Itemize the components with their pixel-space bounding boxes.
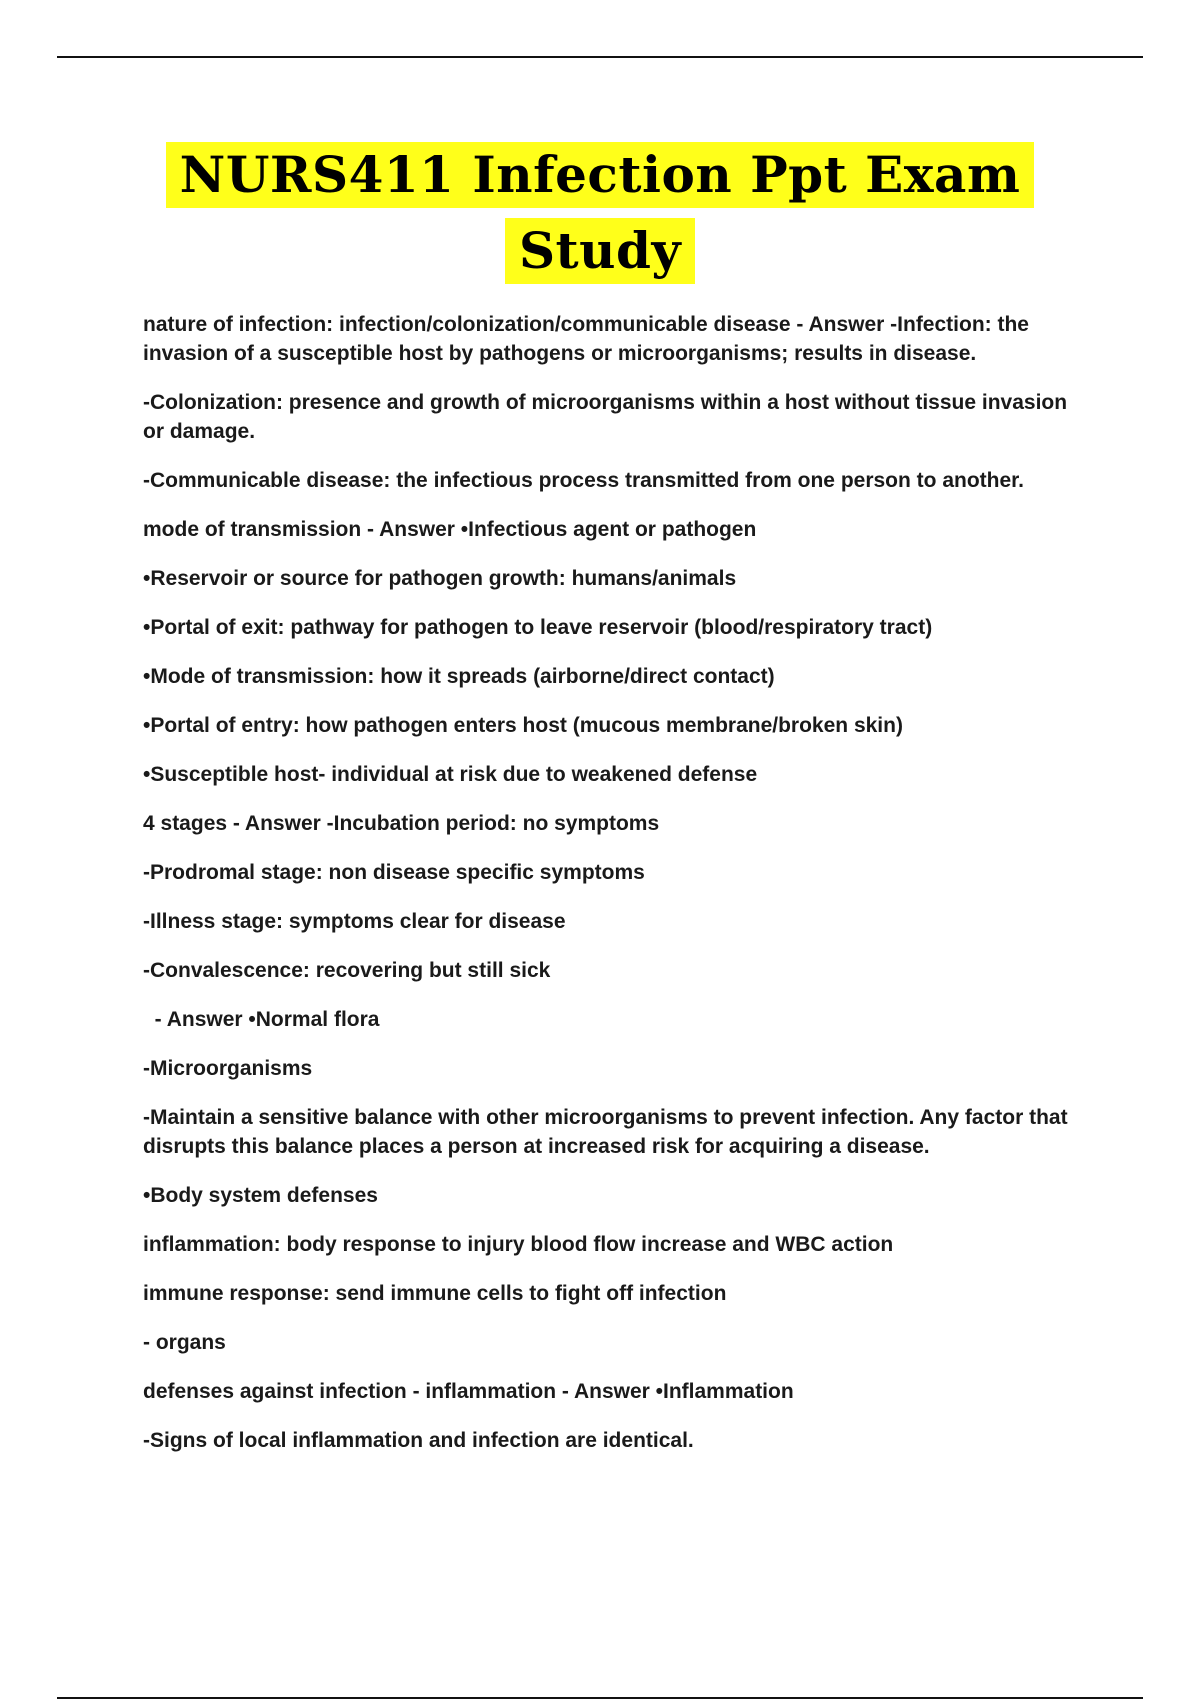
paragraph: immune response: send immune cells to fight off infection [143, 1282, 727, 1305]
paragraph: •Portal of exit: pathway for pathogen to leave reservoir (blood/respiratory tract) [143, 616, 933, 639]
paragraph: -Prodromal stage: non disease specific symptoms [143, 861, 645, 884]
paragraph: - organs [143, 1331, 226, 1354]
paragraph: •Body system defenses [143, 1184, 378, 1207]
paragraph: -Convalescence: recovering but still sick [143, 959, 551, 982]
paragraph: -Signs of local inflammation and infection are identical. [143, 1429, 694, 1452]
paragraph: -Maintain a sensitive balance with other microorganisms to prevent infection. Any factor that disrupts this balance places a person at increased risk for acquiring a disease. [143, 1106, 1074, 1158]
paragraph: 4 stages - Answer -Incubation period: no symptoms [143, 812, 660, 835]
paragraph: - Answer •Normal flora [143, 1008, 380, 1031]
title-line-1: NURS411 Infection Ppt Exam [166, 142, 1035, 208]
paragraph: -Colonization: presence and growth of microorganisms within a host without tissue invasion or damage. [143, 391, 1073, 443]
paragraph: inflammation: body response to injury blood flow increase and WBC action [143, 1233, 894, 1256]
paragraph: -Illness stage: symptoms clear for disease [143, 910, 566, 933]
bottom-rule [57, 1697, 1143, 1699]
paragraph: -Communicable disease: the infectious process transmitted from one person to another. [143, 469, 1025, 492]
paragraph: •Reservoir or source for pathogen growth: humans/animals [143, 567, 737, 590]
paragraph: mode of transmission - Answer •Infectious agent or pathogen [143, 518, 757, 541]
paragraph: •Portal of entry: how pathogen enters host (mucous membrane/broken skin) [143, 714, 903, 737]
paragraph: defenses against infection - inflammation - Answer •Inflammation [143, 1380, 794, 1403]
paragraph: -Microorganisms [143, 1057, 313, 1080]
title-line-2: Study [505, 218, 695, 284]
paragraph: •Mode of transmission: how it spreads (airborne/direct contact) [143, 665, 775, 688]
document-title [0, 142, 1200, 284]
paragraph: nature of infection: infection/colonization/communicable disease - Answer -Infection: the invasion of a susceptible host by pathogens or microorganisms; results in disease. [143, 313, 1035, 365]
document-body [143, 310, 1093, 1475]
paragraph: •Susceptible host- individual at risk due to weakened defense [143, 763, 758, 786]
top-rule [57, 56, 1143, 58]
